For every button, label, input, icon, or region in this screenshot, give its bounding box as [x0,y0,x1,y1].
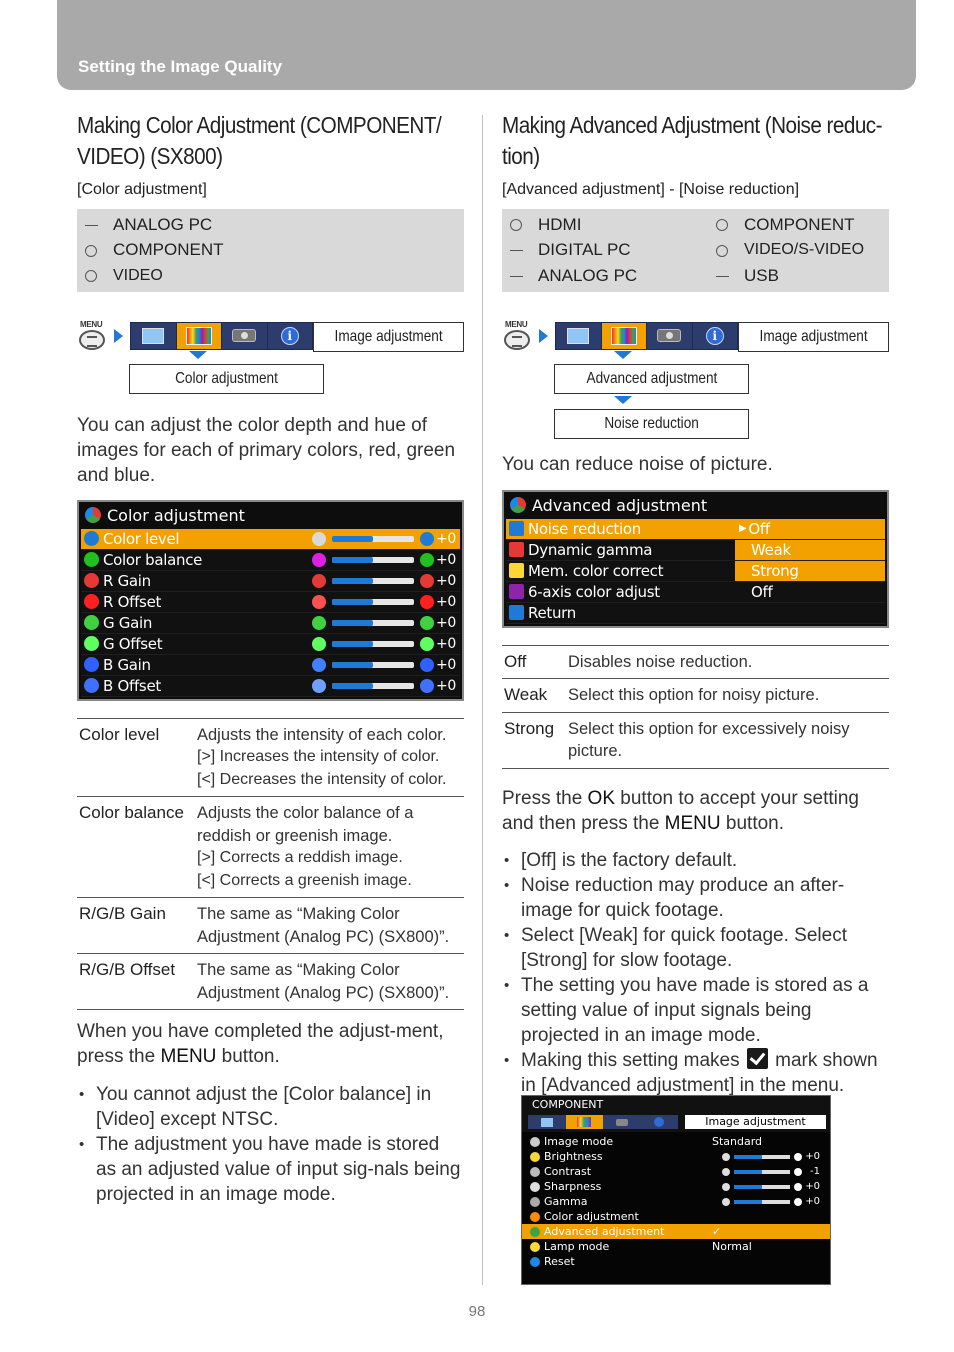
setting-icon [530,1212,540,1222]
mini-osd-row [522,1149,830,1164]
left-description-table [77,718,464,1011]
level-slider [332,536,414,542]
mini-osd-label: Sharpness [544,1180,602,1193]
setting-icon [530,1257,540,1267]
mini-osd-value: +0 [805,1151,820,1162]
osd-row [506,582,885,603]
info-tab-icon: i [268,323,314,349]
osd-row [81,676,460,697]
bullet-item: • The setting you have made is stored as a setting value of input signals being projected in an image mode. [502,973,889,1048]
screen-tab-icon [131,323,177,349]
signal-label: COMPONENT [744,214,855,234]
mini-osd-label: Gamma [544,1195,588,1208]
checkmark-icon: ✓ [712,1225,722,1238]
osd-row-value: Strong [751,561,799,580]
low-icon [312,658,326,672]
osd-row-value: +0 [435,656,456,673]
setting-icon [530,1167,540,1177]
high-icon [420,658,434,672]
level-slider [734,1185,790,1189]
right-heading: Making Advanced Adjustment (Noise reduc-tion) [502,112,882,169]
left-bullet-list [77,1082,464,1207]
high-icon [794,1168,802,1176]
menu-button-icon: MENU [503,320,531,350]
mini-osd-value: Normal [712,1240,752,1253]
signal-row [510,238,881,264]
left-heading: Making Color Adjustment (COMPONENT/ VIDEO) (SX800) [77,112,442,169]
osd-row-value: +0 [435,677,456,694]
left-signal-list [77,209,464,292]
osd-row-value: Weak [751,540,791,559]
left-menu-navigation [77,320,464,398]
osd-row [506,519,885,540]
right-closing: Press the OK button to accept your setting and then press the MENU button. [502,787,859,834]
advanced-adjustment-osd [502,490,889,628]
setting-icon [509,584,524,599]
high-icon [420,616,434,630]
image-adjustment-label: Image adjustment [738,322,889,352]
table-row [77,898,464,954]
setting-icon [509,542,524,557]
osd-row-value: +0 [435,530,456,547]
level-slider [734,1155,790,1159]
osd-row-value: +0 [435,551,456,568]
bullet-item: • Making this setting makes mark shown in [Advanced adjustment] in the menu. [502,1048,889,1098]
signal-label: VIDEO [113,266,163,284]
arrow-down-icon [189,351,207,359]
low-icon [722,1183,730,1191]
low-icon [312,616,326,630]
osd-row-label: Noise reduction [528,519,641,538]
low-icon [312,574,326,588]
high-icon [420,574,434,588]
signal-row [510,212,881,238]
right-menu-path: [Advanced adjustment] - [Noise reduction] [502,181,800,198]
osd-row-value: +0 [435,572,456,589]
setting-icon [530,1182,540,1192]
menu-tab-icons [130,322,314,350]
mini-osd-row [522,1224,830,1239]
osd-row-value: +0 [435,635,456,652]
osd-row [81,550,460,571]
osd-row-label: 6-axis color adjust [528,582,660,601]
definition-option: [>] Corrects a reddish image. [197,849,403,866]
high-icon [420,679,434,693]
osd-title: Advanced adjustment [506,492,885,519]
level-slider [332,641,414,647]
osd-row-value: Off [748,519,770,538]
osd-row [81,571,460,592]
color-adjustment-osd [77,500,464,701]
osd-row [81,613,460,634]
low-icon [722,1198,730,1206]
color-wheel-icon [85,507,101,523]
mini-osd-label: Color adjustment [544,1210,639,1223]
level-slider [734,1170,790,1174]
bullet-item: • Select [Weak] for quick footage. Select [Strong] for slow footage. [502,923,889,973]
term: Color balance [77,797,195,898]
osd-row-label: Color balance [103,550,203,569]
high-icon [794,1183,802,1191]
definition: The same as “Making Color Adjustment (Analog PC) (SX800)”. [195,898,464,954]
projector-tab-icon [647,323,693,349]
signal-row [85,238,456,264]
osd-title: Color adjustment [81,502,460,529]
level-slider [332,557,414,563]
color-icon [84,615,99,630]
level-slider [734,1200,790,1204]
right-menu-navigation [502,320,889,440]
right-signal-list [502,209,889,292]
mini-osd-label: Reset [544,1255,575,1268]
osd-row [81,634,460,655]
unsupported-dash-icon [85,225,98,226]
signal-label: HDMI [538,214,582,234]
mini-osd-title: COMPONENT [522,1096,830,1113]
mini-osd-row [522,1209,830,1224]
color-icon [84,552,99,567]
osd-row [81,592,460,613]
definition-option: [<] Corrects a greenish image. [197,871,412,889]
menu-button-icon: MENU [78,320,106,350]
table-row [77,718,464,797]
mini-osd-label: Contrast [544,1165,592,1178]
setting-icon [530,1227,540,1237]
osd-row [506,603,885,624]
arrow-right-icon [114,329,123,343]
noise-reduction-label: Noise reduction [554,409,749,439]
right-description-table [502,645,889,769]
color-icon [84,657,99,672]
low-icon [312,595,326,609]
section-title: Setting the Image Quality [78,57,283,76]
signal-label: COMPONENT [113,240,224,260]
mini-osd-label: Lamp mode [544,1240,610,1253]
definition-option: [>] Increases the intensity of color. [197,748,440,765]
term: R/G/B Gain [77,898,195,954]
osd-row-value: +0 [435,614,456,631]
mini-osd-row [522,1164,830,1179]
mini-osd-row [522,1179,830,1194]
definition: Select this option for excessively noisy picture. [566,712,889,768]
mini-osd-label: Advanced adjustment [544,1225,665,1238]
setting-icon [509,605,524,620]
mini-osd-value: Standard [712,1135,763,1148]
osd-row-label: G Gain [103,613,153,632]
left-intro: You can adjust the color depth and hue of images for each of primary colors, red, green and blue. [77,414,456,486]
page-number: 98 [468,1303,486,1320]
osd-row [506,561,885,582]
table-row [502,645,889,679]
high-icon [794,1198,802,1206]
screen-tab-icon [556,323,602,349]
signal-label: DIGITAL PC [538,240,631,260]
advanced-adjustment-label: Advanced adjustment [554,364,749,394]
color-icon [84,594,99,609]
mini-osd-label: Image mode [544,1135,614,1148]
table-row [77,797,464,898]
osd-row-label: B Offset [103,676,161,695]
osd-row-label: R Gain [103,571,151,590]
supported-circle-icon [716,219,728,231]
bullet-item: • You cannot adjust the [Color balance] in [Video] except NTSC. [77,1082,464,1132]
osd-row-label: Return [528,603,576,622]
level-slider [332,599,414,605]
osd-row-label: Mem. color correct [528,561,664,580]
mini-osd-value: +0 [805,1181,820,1192]
definition: Disables noise reduction. [566,645,889,679]
color-icon [84,678,99,693]
setting-icon [509,521,524,536]
color-wheel-icon [510,497,526,513]
mini-osd-value: +0 [805,1196,820,1207]
signal-label: USB [744,265,779,285]
level-slider [332,662,414,668]
term: Color level [77,718,195,797]
color-adjustment-label: Color adjustment [129,364,324,394]
osd-row-label: Color level [103,529,180,548]
right-intro: You can reduce noise of picture. [502,453,773,475]
low-icon [722,1153,730,1161]
mini-tab-icons [528,1115,678,1129]
arrow-right-icon: ▶ [739,523,747,534]
definition: Adjusts the color balance of a reddish or greenish image. [>] Corrects a reddish image. [<] Corrects a greenish image. [195,797,464,898]
term: Off [502,645,566,679]
low-icon [722,1168,730,1176]
left-column [77,110,464,1207]
high-icon [794,1153,802,1161]
color-icon [84,531,99,546]
level-slider [332,620,414,626]
menu-tab-icons [555,322,739,350]
arrow-down-icon [614,396,632,404]
mini-osd-row [522,1194,830,1209]
mini-osd-row [522,1254,830,1269]
unsupported-dash-icon [510,250,523,251]
supported-circle-icon [85,245,97,257]
term: R/G/B Offset [77,954,195,1010]
definition-option: [<] Decreases the intensity of color. [197,770,447,788]
image-adjustment-label: Image adjustment [313,322,464,352]
color-tab-icon [602,323,648,349]
level-slider [332,578,414,584]
checkmark-icon [747,1048,768,1069]
low-icon [312,553,326,567]
right-bullet-list [502,848,889,1098]
low-icon [312,679,326,693]
mini-tab-label: Image adjustment [685,1115,826,1129]
high-icon [420,637,434,651]
osd-row-value: Off [751,582,773,601]
left-menu-path: [Color adjustment] [77,181,207,198]
arrow-right-icon [539,329,548,343]
supported-circle-icon [510,219,522,231]
info-tab-icon: i [693,323,739,349]
projector-tab-icon [222,323,268,349]
term: Strong [502,712,566,768]
bullet-item: • [Off] is the factory default. [502,848,889,873]
table-row [502,679,889,713]
signal-row [510,263,881,289]
supported-circle-icon [85,270,97,282]
bullet-item: • The adjustment you have made is stored as an adjusted value of input sig-nals being projected in an image mode. [77,1132,464,1207]
unsupported-dash-icon [510,276,523,277]
high-icon [420,553,434,567]
setting-icon [530,1152,540,1162]
signal-label: ANALOG PC [113,214,213,234]
signal-row [85,263,456,289]
mini-osd-row [522,1239,830,1254]
definition: Adjusts the intensity of each color. [>] Increases the intensity of color. [<] Decreases the intensity of color. [195,718,464,797]
arrow-down-icon [614,351,632,359]
signal-row [85,212,456,238]
component-menu-osd [521,1095,831,1285]
column-divider [482,115,483,1285]
osd-row-label: G Offset [103,634,163,653]
osd-row [81,529,460,550]
osd-row-label: R Offset [103,592,162,611]
table-row [502,712,889,768]
low-icon [312,532,326,546]
mini-osd-value: -1 [810,1166,820,1177]
left-closing: When you have completed the adjust-ment, press the MENU button. [77,1021,444,1067]
osd-row [81,655,460,676]
high-icon [420,595,434,609]
unsupported-dash-icon [716,276,729,277]
signal-label: ANALOG PC [538,265,638,285]
right-column [502,110,889,1098]
setting-icon [530,1197,540,1207]
mini-osd-label: Brightness [544,1150,603,1163]
color-icon [84,636,99,651]
supported-circle-icon [716,245,728,257]
term: Weak [502,679,566,713]
setting-icon [530,1137,540,1147]
mini-osd-row [522,1134,830,1149]
osd-row-label: Dynamic gamma [528,540,653,559]
setting-icon [509,563,524,578]
definition: Select this option for noisy picture. [566,679,889,713]
high-icon [420,532,434,546]
low-icon [312,637,326,651]
color-icon [84,573,99,588]
color-tab-icon [177,323,223,349]
signal-label: VIDEO/S-VIDEO [744,241,865,259]
level-slider [332,683,414,689]
osd-row-value: +0 [435,593,456,610]
setting-icon [530,1242,540,1252]
bullet-item: • Noise reduction may produce an after-image for quick footage. [502,873,889,923]
osd-row [506,540,885,561]
osd-row-label: B Gain [103,655,151,674]
table-row [77,954,464,1010]
definition: The same as “Making Color Adjustment (Analog PC) (SX800)”. [195,954,464,1010]
